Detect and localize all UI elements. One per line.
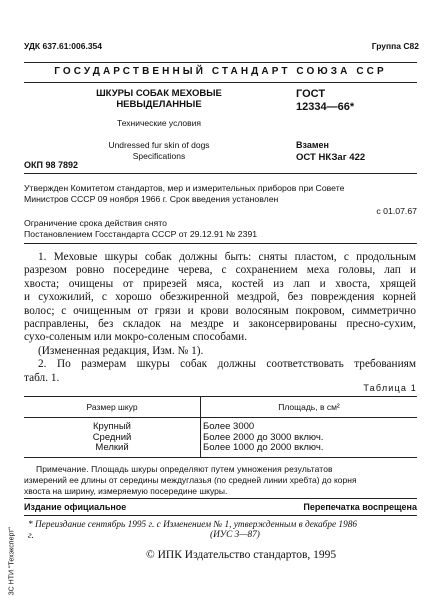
title-ru-subtitle: Технические условия bbox=[117, 118, 201, 128]
p1-last-line: сухо-соленым или мокро-соленым способами. bbox=[24, 331, 248, 344]
state-standard-title: ГОСУДАРСТВЕННЫЙ СТАНДАРТ СОЮЗА ССР bbox=[54, 66, 387, 77]
group-code: Группа С82 bbox=[371, 41, 419, 51]
footer-top-rule bbox=[24, 498, 417, 499]
table-cell-area: Более 1000 до 2000 включ. bbox=[201, 443, 418, 457]
paragraph-1 bbox=[24, 251, 416, 385]
reissue-line1: * Переиздание сентябрь 1995 г. с Изменением № 1, утвержденным в декабре 1986 bbox=[28, 520, 358, 530]
table-cell-size: Средний bbox=[24, 433, 201, 444]
p2-line1: 2. По размерам шкуры собак должны соответствовать требованиям bbox=[38, 358, 416, 371]
p1-line: разрезом ровно посередине черева, с сохранением меха головы, лап и bbox=[24, 264, 416, 277]
okp-code: ОКП 98 7892 bbox=[24, 160, 78, 170]
p1-line: хвоста; очищены от прирезей мяса, костей из лап и хвоста, хрящей bbox=[24, 277, 416, 290]
table-header-size: Размер шкур bbox=[24, 397, 201, 418]
approval-date: с 01.07.67 bbox=[376, 206, 417, 216]
approval-bottom-rule bbox=[24, 243, 417, 244]
title-en-line1: Undressed fur skin of dogs bbox=[108, 140, 210, 150]
table-row bbox=[24, 443, 417, 457]
approval-line2: Министров СССР 09 ноября 1966 г. Срок введения установлен bbox=[24, 194, 279, 204]
gost-number: 12334—66* bbox=[296, 101, 355, 113]
p1-line: расправлены, без складок на мездре и законсервированы пресно-сухим, bbox=[24, 318, 416, 331]
replace-label: Взамен bbox=[296, 140, 329, 150]
approval-line1: Утвержден Комитетом стандартов, мер и измерительных приборов при Совете bbox=[24, 183, 345, 193]
table-cell-size: Мелкий bbox=[24, 443, 201, 457]
title-bottom-rule bbox=[24, 173, 417, 174]
limit-line2: Постановлением Госстандарта СССР от 29.12.91 № 2391 bbox=[24, 229, 258, 239]
replace-value: ОСТ НКЗаг 422 bbox=[296, 152, 366, 163]
table-caption: Таблица 1 bbox=[363, 383, 417, 393]
p2-line2: табл. 1. bbox=[24, 371, 60, 384]
table-cell-area: Более 3000 bbox=[203, 421, 255, 432]
p1-line: и сухожилий, с хорошо обезжиренной мездрой, без повреждения корней bbox=[24, 291, 416, 304]
reissue-line2: г. bbox=[28, 531, 34, 541]
header-bottom-rule bbox=[24, 82, 417, 83]
p1-line: 1. Меховые шкуры собак должны быть: сняты пластом, с продольным bbox=[38, 251, 416, 263]
note-line3: хвоста на ширину, измеряемую посередине шкуры. bbox=[24, 486, 228, 496]
footer-rule bbox=[24, 515, 417, 516]
side-watermark bbox=[2, 440, 14, 600]
title-en-line2: Specifications bbox=[132, 151, 186, 161]
udk-code: УДК 637.61:006.354 bbox=[24, 41, 103, 51]
reissue-line3: (ИУС 3—87) bbox=[210, 530, 260, 540]
p1-edit-note: (Измененная редакция, Изм. № 1). bbox=[38, 344, 204, 357]
size-table bbox=[24, 396, 417, 458]
copyright: © ИПК Издательство стандартов, 1995 bbox=[146, 549, 337, 561]
limit-line1: Ограничение срока действия снято bbox=[24, 218, 167, 228]
official-edition: Издание официальное bbox=[24, 502, 127, 512]
note-line2: измерений ее длины от середины междуглазья (по средней линии хребта) до корня bbox=[24, 475, 357, 485]
table-header-area: Площадь, в см² bbox=[201, 397, 418, 418]
gost-label: ГОСТ bbox=[296, 88, 326, 100]
title-ru-line1: ШКУРЫ СОБАК МЕХОВЫЕ bbox=[96, 88, 222, 99]
table-cell-size: Крупный bbox=[24, 418, 201, 433]
side-watermark-text: ЗС НТИ "Техэксперт" bbox=[8, 527, 16, 596]
p1-line: волос; с очищенным от грязи и крови волосяным покровом, симметрично bbox=[24, 304, 416, 317]
top-rule bbox=[24, 62, 417, 63]
note-line1: Примечание. Площадь шкуры определяют путем умножения результатов bbox=[36, 464, 333, 474]
table-cell-area: Более 2000 до 3000 включ. bbox=[203, 431, 324, 443]
title-ru-line2: НЕВЫДЕЛАННЫЕ bbox=[116, 99, 202, 110]
reprint-forbidden: Перепечатка воспрещена bbox=[303, 502, 417, 512]
table-row bbox=[24, 418, 417, 433]
